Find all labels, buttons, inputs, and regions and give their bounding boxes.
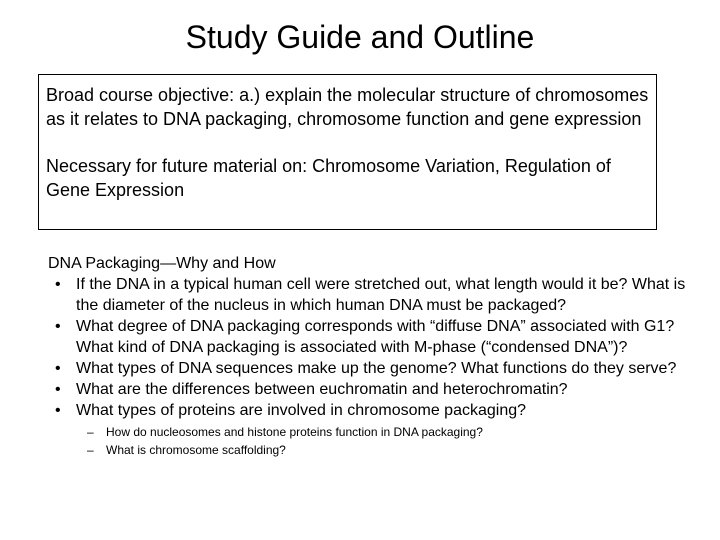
question-item — [48, 358, 688, 379]
question-text: What types of proteins are involved in chromosome packaging? — [76, 402, 527, 419]
question-text: What types of DNA sequences make up the genome? What functions do they serve? — [76, 360, 677, 377]
slide-title: Study Guide and Outline — [185, 19, 535, 55]
objective-box — [38, 74, 657, 230]
sub-question-list — [48, 423, 688, 459]
future-material-text: Necessary for future material on: Chromosome Variation, Regulation of Gene Expression — [46, 156, 611, 200]
question-list — [48, 274, 688, 421]
bullet-marker: • — [55, 276, 61, 293]
sub-question-item — [87, 441, 688, 459]
sub-question-item — [87, 423, 688, 441]
question-item — [48, 379, 688, 400]
bullet-marker: • — [55, 318, 61, 335]
sub-question-text: How do nucleosomes and histone proteins function in DNA packaging? — [106, 425, 483, 439]
question-item — [48, 400, 688, 421]
bullet-marker: • — [55, 360, 61, 377]
bullet-marker: • — [55, 381, 61, 398]
question-item — [48, 274, 688, 316]
dash-marker: – — [87, 443, 94, 457]
bullet-marker: • — [55, 402, 61, 419]
course-objective-text: Broad course objective: a.) explain the molecular structure of chromosomes as it relates to DNA packaging, chromosome function and gene expression — [46, 85, 649, 129]
outline-heading: DNA Packaging—Why and How — [48, 255, 276, 272]
paragraph-spacer — [46, 131, 656, 154]
study-outline — [48, 253, 688, 459]
question-text: What degree of DNA packaging corresponds with “diffuse DNA” associated with G1? What kind of DNA packaging is associated with M-phase (“condensed DNA”)? — [76, 318, 675, 356]
question-text: If the DNA in a typical human cell were stretched out, what length would it be? What is the diameter of the nucleus in which human DNA must be packaged? — [76, 276, 686, 314]
sub-question-text: What is chromosome scaffolding? — [106, 443, 286, 457]
question-text: What are the differences between euchromatin and heterochromatin? — [76, 381, 568, 398]
dash-marker: – — [87, 425, 94, 439]
question-item — [48, 316, 688, 358]
